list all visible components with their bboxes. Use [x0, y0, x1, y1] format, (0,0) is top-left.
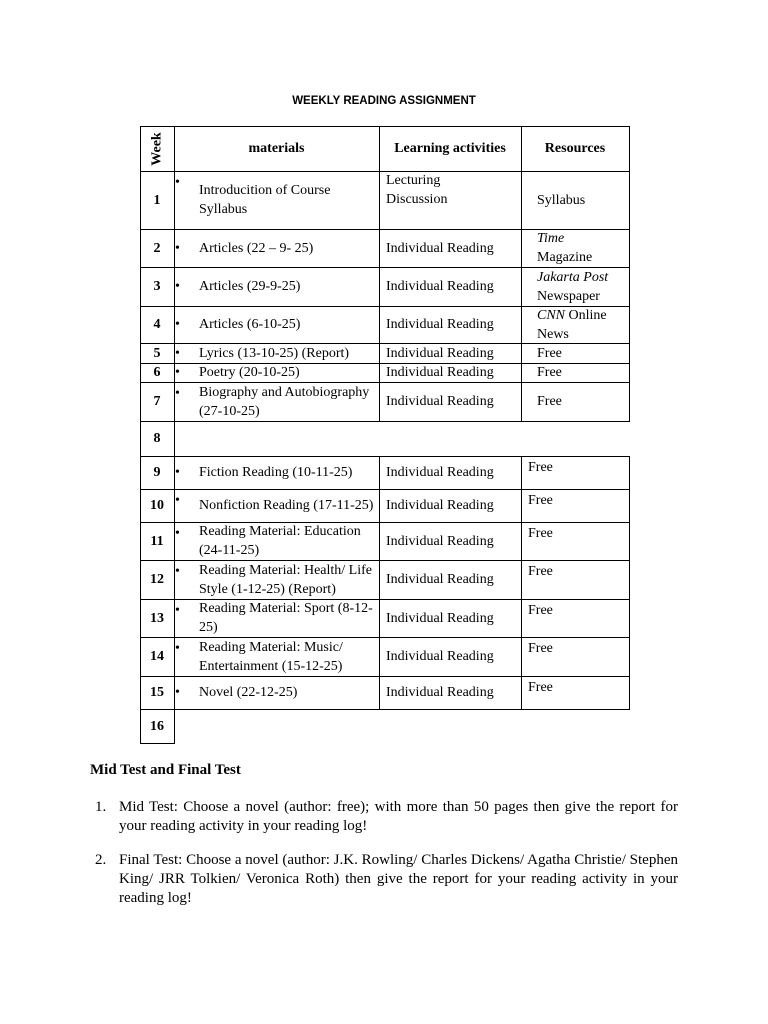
table-vline — [174, 126, 175, 744]
table-hline — [140, 363, 630, 364]
resource-text — [537, 267, 627, 306]
activity-text: Individual Reading — [386, 345, 494, 361]
material-text: Poetry (20-10-25) — [199, 365, 300, 380]
table-hline — [140, 676, 630, 677]
week-number: 13 — [150, 610, 164, 626]
material-text: Articles (22 – 9- 25) — [199, 240, 314, 256]
activity-text: Individual Reading — [386, 317, 494, 332]
week-number: 10 — [150, 498, 164, 513]
bullet-icon: • — [175, 526, 180, 541]
table-vline — [629, 126, 630, 422]
week-number: 15 — [150, 685, 164, 700]
list-number: 1. — [95, 799, 107, 815]
table-hline — [140, 229, 630, 230]
bullet-icon: • — [175, 685, 180, 700]
table-hline — [140, 382, 630, 383]
table-hline — [140, 709, 630, 710]
material-text: Lyrics (13-10-25) (Report) — [199, 345, 350, 361]
resource-text: Free — [528, 493, 553, 508]
resource-text: Syllabus — [537, 192, 586, 208]
table-vline — [629, 456, 630, 710]
resource-text: Free — [528, 603, 553, 618]
resource-title: CNN — [537, 307, 566, 323]
week-number: 5 — [153, 345, 161, 361]
table-hline — [140, 560, 630, 561]
resource-text: Free — [537, 365, 562, 380]
activity-line: Discussion — [386, 192, 448, 207]
table-hline — [140, 267, 630, 268]
table-hline — [140, 126, 630, 127]
final-test-item — [95, 851, 678, 908]
week-number: 12 — [150, 572, 164, 587]
list-number: 2. — [95, 852, 107, 868]
material-text: Fiction Reading (10-11-25) — [199, 465, 353, 480]
resource-text — [537, 229, 627, 267]
material-text: Reading Material: Music/ Entertainment (15-12-25) — [199, 639, 343, 674]
resource-text: Free — [528, 680, 553, 695]
table-hline — [140, 421, 630, 422]
table-vline — [140, 126, 141, 744]
table-hline — [140, 343, 630, 344]
activity-text: Individual Reading — [386, 649, 494, 664]
header-materials: materials — [248, 141, 305, 156]
week-number: 14 — [150, 649, 164, 664]
material-text: Introducition of Course Syllabus — [199, 183, 331, 217]
resource-text: Free — [528, 526, 553, 541]
bullet-icon: • — [175, 564, 180, 579]
resource-text: Free — [528, 564, 553, 579]
mid-test-text: Mid Test: Choose a novel (author: free); with more than 50 pages then give the report for your reading activity in your reading log! — [119, 799, 678, 834]
bullet-icon: • — [175, 365, 180, 380]
mid-test-item — [95, 798, 678, 836]
material-text: Articles (6-10-25) — [199, 317, 301, 332]
material-text: Reading Material: Health/ Life Style (1-12-25) (Report) — [199, 562, 372, 597]
bullet-icon: • — [175, 603, 180, 618]
week-number: 7 — [153, 394, 161, 409]
week-number: 3 — [153, 279, 161, 294]
week-number: 6 — [153, 365, 161, 380]
resource-title: Time — [537, 231, 565, 246]
table-hline — [140, 522, 630, 523]
bullet-icon: • — [175, 386, 180, 401]
bullet-icon: • — [175, 317, 180, 332]
bullet-icon: • — [175, 279, 180, 294]
material-text: Articles (29-9-25) — [199, 279, 301, 294]
table-vline — [379, 126, 380, 422]
table-hline — [140, 456, 630, 457]
tests-section-title: Mid Test and Final Test — [90, 762, 241, 778]
material-text: Nonfiction Reading (17-11-25) — [199, 498, 374, 513]
bullet-icon: • — [175, 493, 180, 508]
week-number: 9 — [153, 465, 161, 480]
bullet-icon: • — [175, 175, 180, 190]
activity-text: Individual Reading — [386, 533, 494, 549]
activity-line: Lecturing — [386, 173, 441, 188]
header-activities: Learning activities — [394, 141, 506, 156]
resource-text: Free — [537, 394, 562, 409]
table-vline — [521, 126, 522, 422]
activity-text: Individual Reading — [386, 394, 494, 409]
activity-text: Individual Reading — [386, 365, 494, 380]
header-week-label: Week — [150, 132, 166, 166]
activity-text: Individual Reading — [386, 572, 494, 587]
week-number: 2 — [153, 240, 161, 256]
week-number: 8 — [153, 431, 161, 446]
material-text: Novel (22-12-25) — [199, 685, 298, 700]
activity-text: Individual Reading — [386, 240, 494, 256]
table-vline — [379, 456, 380, 710]
activity-text: Individual Reading — [386, 279, 494, 294]
resource-text: Free — [528, 460, 553, 475]
week-number: 11 — [150, 533, 164, 549]
activity-text: Individual Reading — [386, 685, 494, 700]
bullet-icon: • — [175, 240, 180, 256]
resource-type: News — [537, 326, 569, 342]
table-hline — [140, 743, 175, 744]
table-hline — [140, 637, 630, 638]
document-title: WEEKLY READING ASSIGNMENT — [292, 95, 476, 107]
bullet-icon: • — [175, 641, 180, 656]
bullet-icon: • — [175, 465, 180, 480]
week-number: 1 — [153, 192, 161, 208]
resource-suffix: Online — [565, 307, 607, 323]
table-hline — [140, 171, 630, 172]
table-vline — [521, 456, 522, 710]
resource-title: Jakarta Post — [537, 269, 609, 285]
header-resources: Resources — [544, 141, 606, 156]
activity-text: Individual Reading — [386, 465, 494, 480]
bullet-icon: • — [175, 345, 180, 361]
activity-text — [386, 171, 519, 229]
material-text: Reading Material: Sport (8-12-25) — [199, 601, 373, 635]
resource-text: Free — [528, 641, 553, 656]
final-test-text: Final Test: Choose a novel (author: J.K. Rowling/ Charles Dickens/ Agatha Christie/ Stephen King/ JRR Tolkien/ Veronica Roth) then give the report for your reading activity in your reading log! — [119, 852, 678, 906]
resource-type: Magazine — [537, 250, 593, 265]
resource-text — [537, 306, 627, 343]
week-number: 4 — [153, 317, 161, 332]
header-week — [143, 129, 173, 169]
activity-text: Individual Reading — [386, 498, 494, 513]
activity-text: Individual Reading — [386, 610, 494, 626]
table-hline — [140, 599, 630, 600]
resource-text: Free — [537, 345, 562, 361]
material-text: Reading Material: Education (24-11-25) — [199, 524, 361, 558]
material-text: Biography and Autobiography (27-10-25) — [199, 384, 370, 419]
table-hline — [140, 489, 630, 490]
resource-type: Newspaper — [537, 288, 600, 304]
table-hline — [140, 306, 630, 307]
week-number: 16 — [150, 718, 164, 734]
